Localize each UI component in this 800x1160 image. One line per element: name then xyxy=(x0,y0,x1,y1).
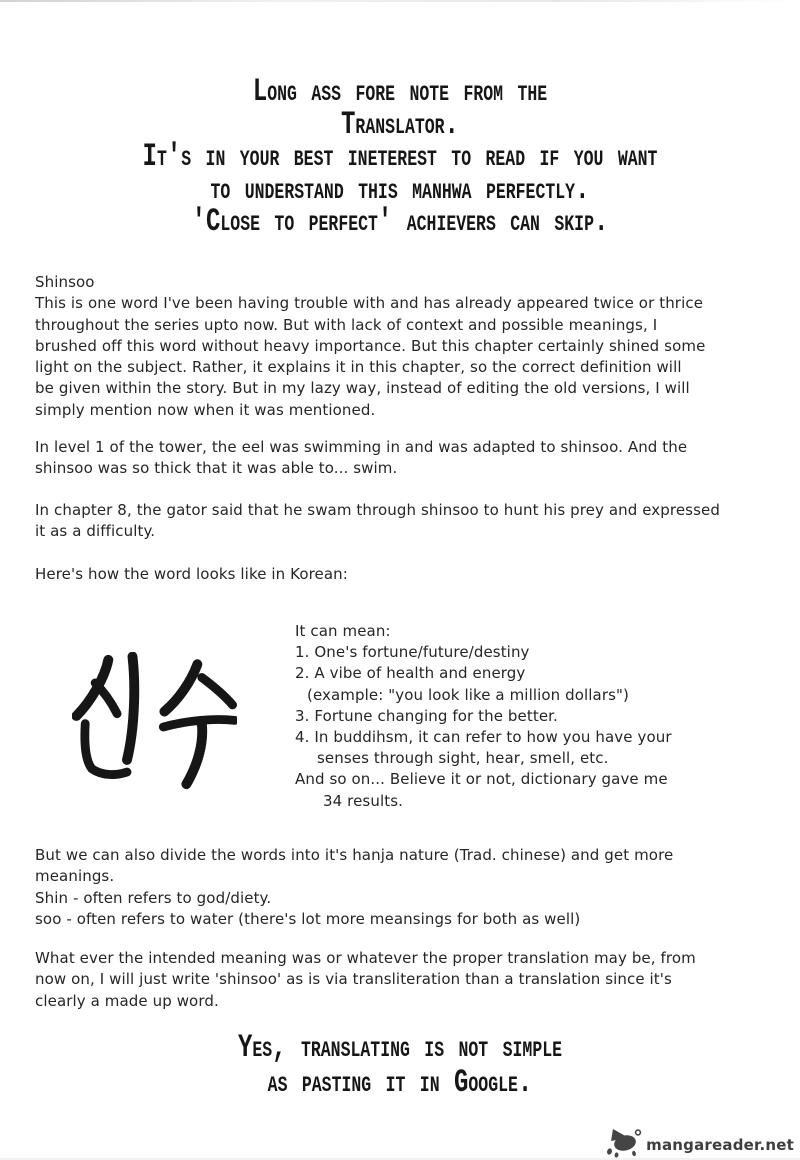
meaning-line: 1. One's fortune/future/destiny xyxy=(295,643,530,662)
korean-word-calligraphy xyxy=(72,652,237,792)
paragraph-line: simply mention now when it was mentioned. xyxy=(35,400,376,419)
korean-calligraphy-svg xyxy=(72,652,237,792)
meaning-line: (example: "you look like a million dollars") xyxy=(307,685,629,704)
watermark-text: mangareader.net xyxy=(646,1136,794,1154)
paragraph-line: light on the subject. Rather, it explains it in this chapter, so the correct definition will xyxy=(35,358,682,377)
meaning-line: 34 results. xyxy=(323,791,403,810)
paragraph-korean-lead xyxy=(35,564,785,585)
paragraph-conclusion xyxy=(35,948,785,1012)
paragraph-eel xyxy=(35,437,785,480)
paragraph-line: This is one word I've been having trouble with and has already appeared twice or thrice xyxy=(35,294,704,313)
header-line: to understand this manhwa perfectly. xyxy=(210,170,590,208)
header-line: Translator. xyxy=(341,105,459,143)
meanings-list xyxy=(295,621,765,812)
meaning-line: 3. Fortune changing for the better. xyxy=(295,706,558,725)
paragraph-line: In chapter 8, the gator said that he swam through shinsoo to hunt his prey and expressed xyxy=(35,501,720,519)
meaning-line: And so on... Believe it or not, dictionary gave me xyxy=(295,770,668,789)
meaning-line: 4. In buddihsm, it can refer to how you have your xyxy=(295,728,672,747)
watermark xyxy=(604,1126,794,1158)
meaning-line: It can mean: xyxy=(295,622,391,640)
scan-edge-top xyxy=(0,0,800,2)
paragraph-line: clearly a made up word. xyxy=(35,991,219,1010)
paragraph-line: be given within the story. But in my lazy way, instead of editing the old versions, I will xyxy=(35,379,690,398)
paragraph-line: meanings. xyxy=(35,867,115,886)
paragraph-gator xyxy=(35,500,785,543)
header-line: Long ass fore note from the xyxy=(252,73,548,110)
paragraph-line: What ever the intended meaning was or whatever the proper translation may be, from xyxy=(35,949,696,967)
paragraph-line: now on, I will just write 'shinsoo' as is via transliteration than a translation since it's xyxy=(35,970,672,989)
paragraph-line: Shinsoo xyxy=(35,273,95,291)
footer-line: Yes, translating is not simple xyxy=(237,1029,563,1066)
paragraph-line: But we can also divide the words into it's hanja nature (Trad. chinese) and get more xyxy=(35,846,674,864)
paragraph-shinsoo-intro xyxy=(35,272,785,421)
meaning-line: senses through sight, hear, smell, etc. xyxy=(317,749,609,768)
paragraph-line: Shin - often refers to god/diety. xyxy=(35,888,272,907)
footer-line: as pasting it in Google. xyxy=(267,1064,533,1101)
mangareader-logo-fly-icon xyxy=(604,1126,644,1158)
paragraph-line: brushed off this word without heavy importance. But this chapter certainly shined some xyxy=(35,336,706,355)
paragraph-line: throughout the series upto now. But with lack of context and possible meanings, I xyxy=(35,315,658,334)
header-line: 'Close to perfect' achievers can skip. xyxy=(191,203,609,240)
paragraph-line: it as a difficulty. xyxy=(35,522,156,541)
paragraph-line: shinsoo was so thick that it was able to... swim. xyxy=(35,459,398,478)
header-line: It's in your best ineterest to read if you want xyxy=(142,138,658,175)
note-header xyxy=(0,73,800,240)
meaning-line: 2. A vibe of health and energy xyxy=(295,664,526,683)
paragraph-line: Here's how the word looks like in Korean: xyxy=(35,565,348,583)
paragraph-hanja xyxy=(35,845,785,930)
paragraph-line: In level 1 of the tower, the eel was swimming in and was adapted to shinsoo. And the xyxy=(35,438,688,456)
paragraph-line: soo - often refers to water (there's lot more meansings for both as well) xyxy=(35,909,581,928)
note-footer xyxy=(0,1030,800,1100)
